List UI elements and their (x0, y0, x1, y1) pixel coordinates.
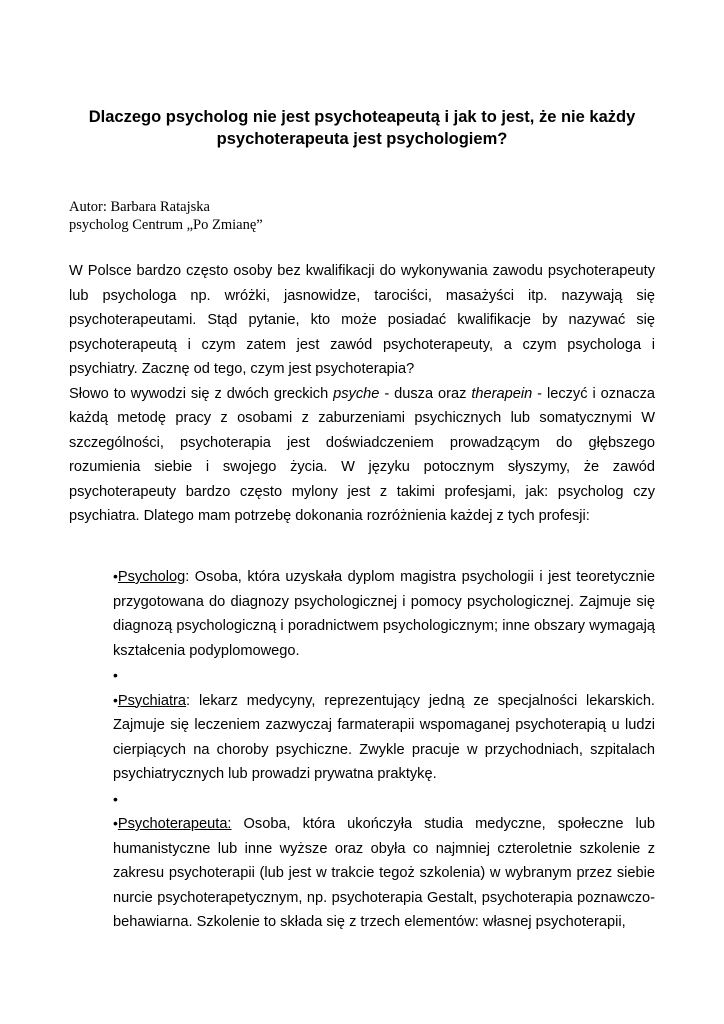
bullet-icon: • (113, 790, 118, 807)
definition-psychoterapeuta: Osoba, która ukończyła studia medyczne, społeczne lub humanistyczne lub inne wyższe oraz obyła co najmniej czteroletnie szkolenie z zakresu psychoterapii (lub jest w trakcie tegoż szkolenia) w wybranym przez siebie nurcie psychoterapetycznym, np. psychoterapia Gestalt, psychoterapia poznawczo-behawiarna. Szkolenie to składa się z trzech elementów: własnej psychoterapii, (113, 816, 655, 930)
etymology-text: - dusza oraz (379, 385, 472, 402)
bullet-icon: • (113, 815, 118, 831)
author-block (69, 198, 263, 234)
term-psychiatra: Psychiatra (117, 692, 187, 709)
greek-term-therapein: therapein (471, 385, 533, 402)
list-item-psychoterapeuta (113, 811, 655, 935)
intro-paragraph: W Polsce bardzo często osoby bez kwalifikacji do wykonywania zawodu psychoterapeuty lub psychologa np. wróżki, jasnowidze, tarociści, masażyści itp. nazywają się psychoterapeutami. Stąd pytanie, kto może posiadać kwalifikacje by nazywać się psychoterapeutą i czym zatem jest zawód psychoterapeuty, a czym psychologa i psychiatry. Zacznę od tego, czym jest psychoterapia? (69, 263, 655, 377)
title-line-1: Dlaczego psycholog nie jest psychoteapeutą i jak to jest, że nie każdy (88, 108, 636, 126)
etymology-paragraph (69, 382, 655, 529)
list-item-psychiatra (113, 688, 655, 787)
bullet-icon: • (113, 667, 118, 683)
document-title (60, 106, 664, 150)
empty-list-item (113, 663, 655, 688)
author-affiliation: psycholog Centrum „Po Zmianę” (69, 217, 263, 233)
intro-section (69, 259, 655, 529)
empty-list-item (113, 787, 655, 812)
list-item-psycholog (113, 564, 655, 663)
definition-psycholog: : Osoba, która uzyskała dyplom magistra psychologii i jest teoretycznie przygotowana do diagnozy psychologicznej i pomocy psychologicznej. Zajmuje się diagnozą psychologiczną i poradnictwem psychologicznym; inne obszary wymagają kształcenia podyplomowego. (113, 569, 655, 659)
etymology-text: - leczyć i oznacza każdą metodę pracy z osobami z zaburzeniami psychicznych lub somatycznymi W szczególności, psychoterapia jest doświadczeniem prowadzącym do głębszego rozumienia siebie i swojego życia. W języku potocznym słyszymy, że zawód psychoterapeuty bardzo często mylony jest z takimi profesjami, jak: psycholog czy psychiatra. Dlatego mam potrzebę dokonania rozróżnienia każdej z tych profesji: (69, 385, 655, 524)
title-line-2: psychoterapeuta jest psychologiem? (216, 130, 508, 148)
definition-psychiatra: : lekarz medycyny, reprezentujący jedną ze specjalności lekarskich. Zajmuje się leczeniem zazwyczaj farmaterapii wspomaganej psychoterapią u ludzi cierpiących na choroby psychiczne. Zwykle pracuje w przychodniach, szpitalach psychiatrycznych lub prowadzi prywatna praktykę. (113, 692, 655, 782)
bullet-icon: • (113, 568, 118, 584)
term-psycholog: Psycholog (117, 569, 186, 585)
greek-term-psyche: psyche (333, 385, 380, 402)
bullet-icon: • (113, 691, 118, 708)
term-psychoterapeuta: Psychoterapeuta: (117, 816, 232, 832)
author-name: Autor: Barbara Ratajska (69, 199, 210, 215)
etymology-text: Słowo to wywodzi się z dwóch greckich (69, 385, 334, 402)
profession-list (113, 564, 655, 935)
